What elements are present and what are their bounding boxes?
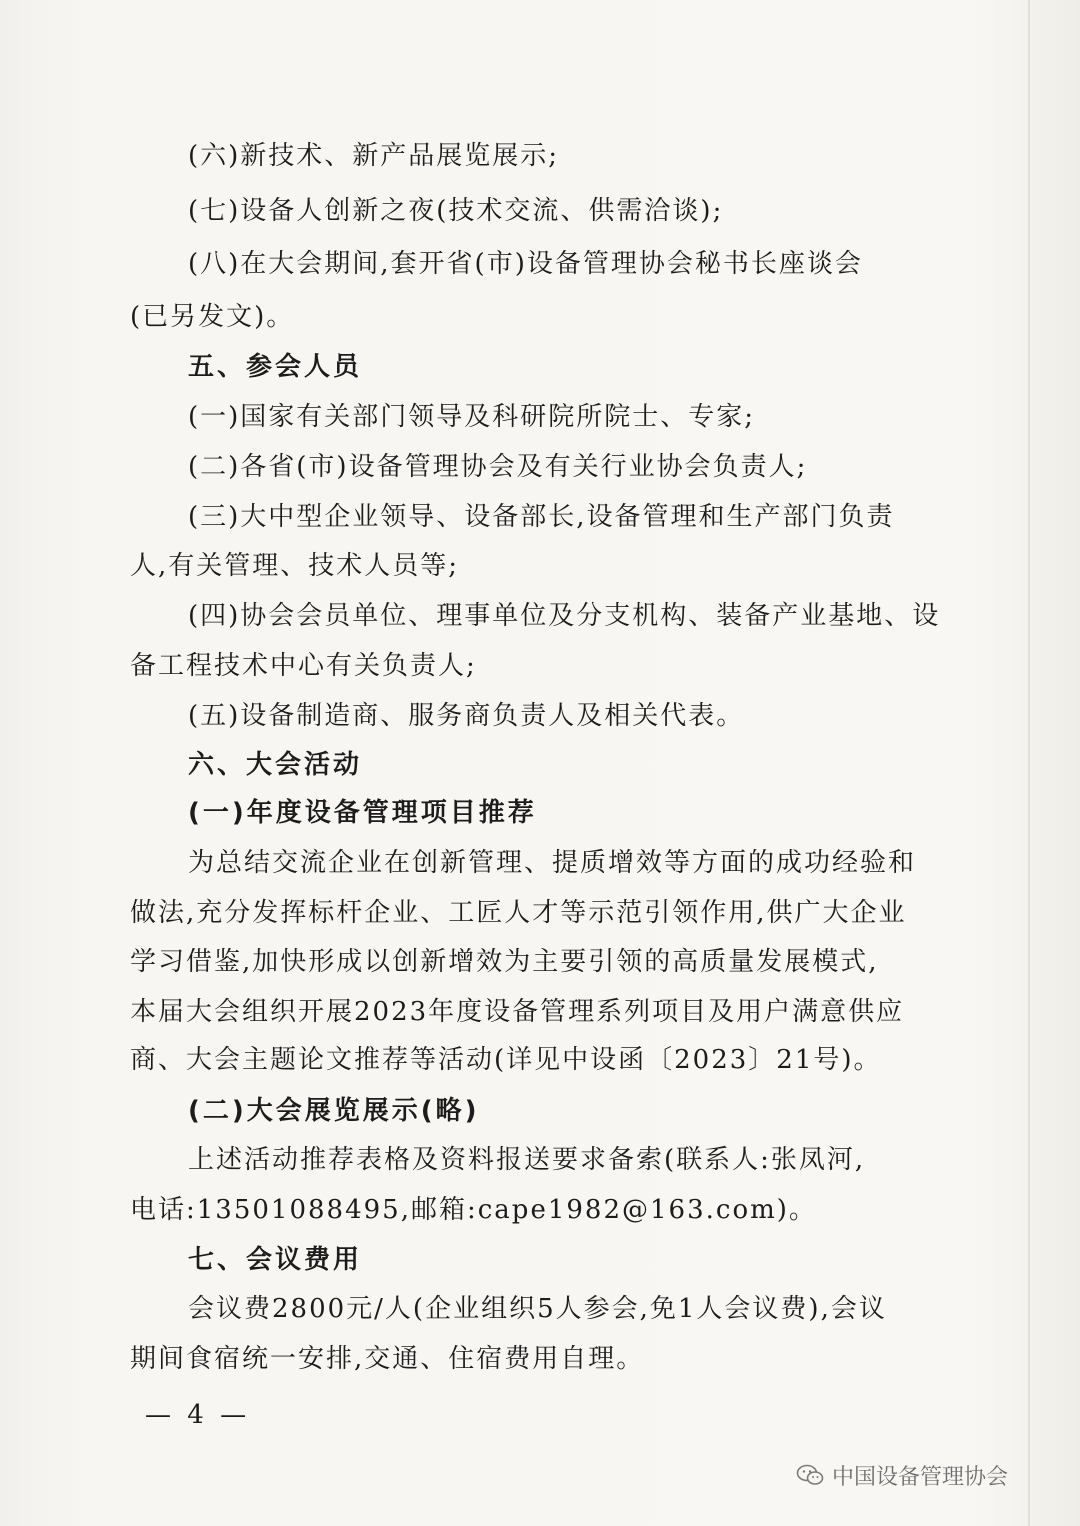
text-line: (一)国家有关部门领导及科研院所院士、专家; xyxy=(188,402,756,432)
page-number: — 4 — xyxy=(145,1400,251,1430)
subsection-heading: (二)大会展览展示(略) xyxy=(188,1096,480,1126)
text-line: (七)设备人创新之夜(技术交流、供需洽谈); xyxy=(188,196,724,226)
subsection-heading: (一)年度设备管理项目推荐 xyxy=(188,798,537,828)
watermark-text: 中国设备管理协会 xyxy=(832,1464,1009,1490)
text-line: (三)大中型企业领导、设备部长,设备管理和生产部门负责 xyxy=(188,502,895,532)
text-line: (已另发文)。 xyxy=(130,302,295,332)
text-line: 人,有关管理、技术人员等; xyxy=(130,551,460,581)
text-line: 会议费2800元/人(企业组织5人参会,免1人会议费),会议 xyxy=(188,1294,887,1324)
text-line: 上述活动推荐表格及资料报送要求备索(联系人:张凤河, xyxy=(188,1145,866,1175)
text-line: 学习借鉴,加快形成以创新增效为主要引领的高质量发展模式, xyxy=(130,947,879,977)
section-heading: 六、大会活动 xyxy=(188,750,363,780)
text-line: (二)各省(市)设备管理协会及有关行业协会负责人; xyxy=(188,452,808,482)
text-line: 备工程技术中心有关负责人; xyxy=(130,651,477,681)
text-line: 为总结交流企业在创新管理、提质增效等方面的成功经验和 xyxy=(188,848,917,878)
text-line: 商、大会主题论文推荐等活动(详见中设函〔2023〕21号)。 xyxy=(130,1045,882,1075)
text-line: 期间食宿统一安排,交通、住宿费用自理。 xyxy=(130,1344,645,1374)
text-line: (四)协会会员单位、理事单位及分支机构、装备产业基地、设 xyxy=(188,601,941,631)
page-fold xyxy=(1028,0,1030,1526)
text-line: 做法,充分发挥标杆企业、工匠人才等示范引领作用,供广大企业 xyxy=(130,898,907,928)
section-heading: 七、会议费用 xyxy=(188,1245,363,1275)
section-heading: 五、参会人员 xyxy=(188,352,363,382)
watermark xyxy=(796,1458,1008,1492)
text-line: (八)在大会期间,套开省(市)设备管理协会秘书长座谈会 xyxy=(188,249,863,279)
text-line: 电话:13501088495,邮箱:cape1982@163.com)。 xyxy=(130,1195,817,1225)
wechat-icon xyxy=(796,1463,824,1487)
text-line: (六)新技术、新产品展览展示; xyxy=(188,141,560,171)
text-line: 本届大会组织开展2023年度设备管理系列项目及用户满意供应 xyxy=(130,997,905,1027)
text-line: (五)设备制造商、服务商负责人及相关代表。 xyxy=(188,701,745,731)
